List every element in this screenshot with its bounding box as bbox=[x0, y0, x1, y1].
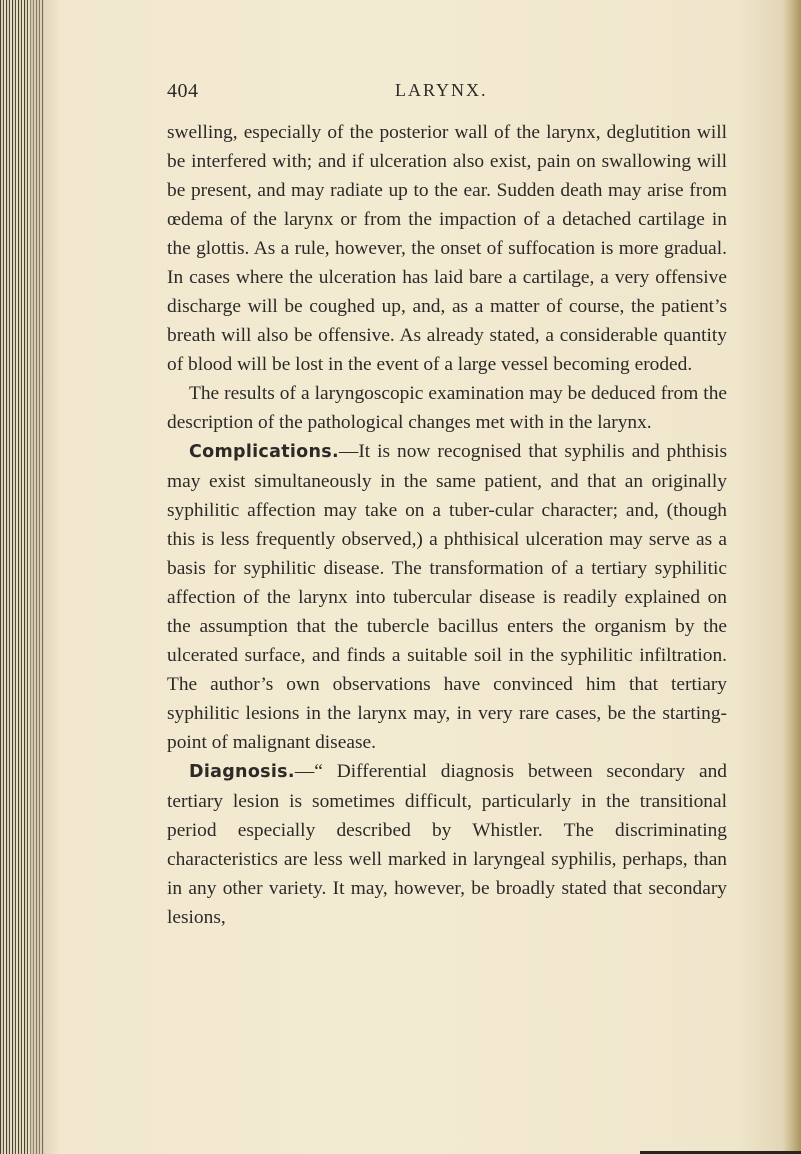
section-heading-diagnosis: Diagnosis. bbox=[189, 762, 295, 782]
paragraph-text: —“ Differential diagnosis between secondary and tertiary lesion is sometimes difficult, particularly in the transitional period especially described by Whistler. The discriminating characteristics are less well marked in laryngeal syphilis, perhaps, than in any other variety. It may, however, be broadly stated that secondary lesions, bbox=[167, 761, 727, 928]
paragraph-text: The results of a laryngoscopic examination may be deduced from the description of the pathological changes met with in the larynx. bbox=[167, 383, 727, 433]
paragraph bbox=[167, 757, 727, 932]
paragraph bbox=[167, 437, 727, 757]
page-header bbox=[167, 80, 727, 110]
binding-shadow bbox=[30, 0, 60, 1154]
paragraph bbox=[167, 118, 727, 379]
paragraph bbox=[167, 379, 727, 437]
body-text bbox=[167, 118, 727, 932]
page-number: 404 bbox=[167, 80, 199, 102]
paragraph-text: —It is now recognised that syphilis and phthisis may exist simultaneously in the same patient, and that an originally syphilitic affection may take on a tuber-cular character; and, (though this is less frequently observed,) a phthisical ulceration may serve as a basis for syphilitic disease. The transformation of a tertiary syphilitic affection of the larynx into tubercular disease is readily explained on the assumption that the tubercle bacillus enters the organism by the ulcerated surface, and finds a suitable soil in the syphilitic infiltration. The author’s own observations have convinced him that tertiary syphilitic lesions in the larynx may, in very rare cases, be the starting-point of malignant disease. bbox=[167, 441, 727, 753]
page-right-edge bbox=[783, 0, 801, 1154]
paragraph-text: swelling, especially of the posterior wall of the larynx, deglutition will be interfered with; and if ulceration also exist, pain on swallowing will be present, and may radiate up to the ear. Sudden death may arise from œdema of the larynx or from the impaction of a detached cartilage in the glottis. As a rule, however, the onset of suffocation is more gradual. In cases where the ulceration has laid bare a cartilage, a very offensive discharge will be coughed up, and, as a matter of course, the patient’s breath will also be offensive. As already stated, a considerable quantity of blood will be lost in the event of a large vessel becoming eroded. bbox=[167, 122, 727, 375]
running-title: LARYNX. bbox=[395, 80, 488, 100]
section-heading-complications: Complications. bbox=[189, 442, 339, 462]
